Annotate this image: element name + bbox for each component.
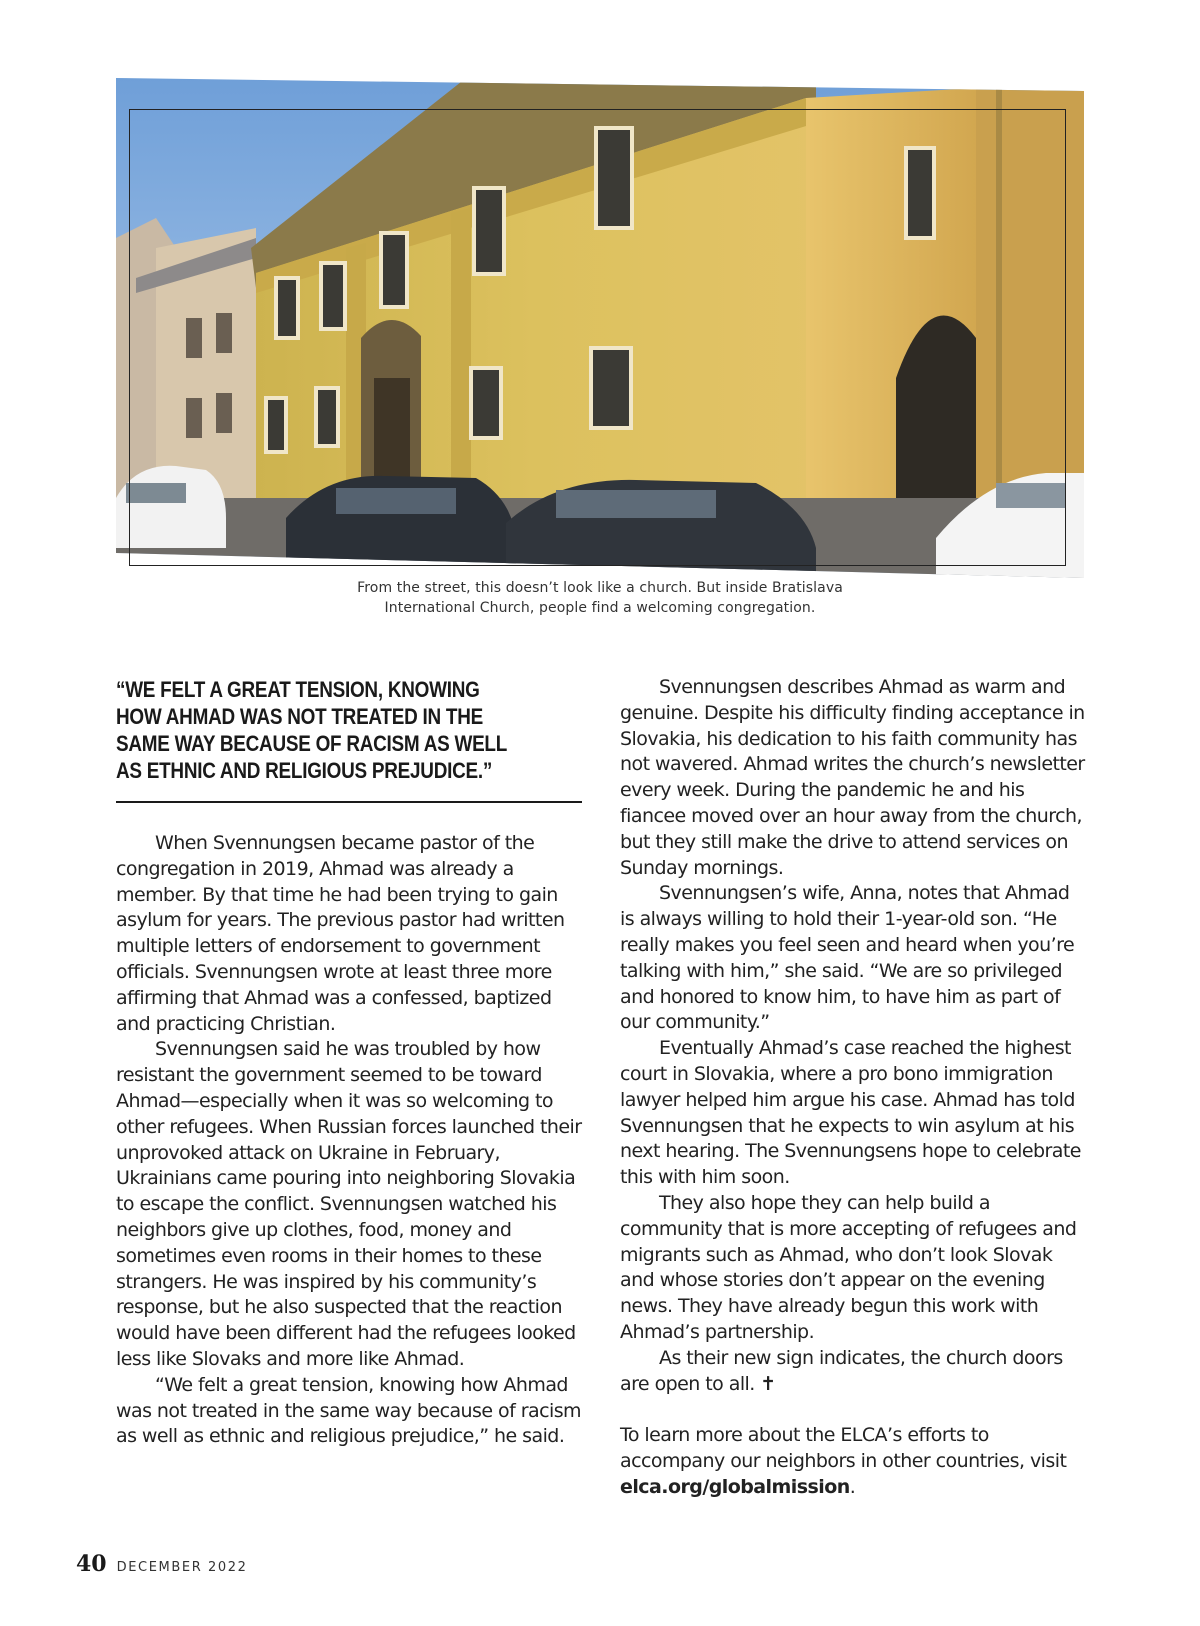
right-column [620, 675, 1088, 1501]
caption-line-2: International Church, people find a welcoming congregation. [384, 600, 816, 616]
elca-global-mission-link[interactable]: elca.org/globalmission [620, 1475, 850, 1498]
body-paragraph: Svennungsen’s wife, Anna, notes that Ahmad is always willing to hold their 1-year-old son. “He really makes you feel seen and heard when you’re talking with him,” she said. “We are so privileged and honored to know him, to have him as part of our community.” [620, 882, 1075, 1034]
closing-period: . [849, 1475, 856, 1498]
paragraph-spacer [620, 1397, 1088, 1423]
church-photo [116, 78, 1084, 578]
cross-icon: ✝ [760, 1372, 776, 1395]
caption-line-1: From the street, this doesn’t look like a church. But inside Bratislava [357, 580, 843, 596]
body-paragraph: They also hope they can help build a community that is more accepting of refugees and migrants such as Ahmad, who don’t look Slovak and whose stories don’t appear on the evening news. They have already begun this work with Ahmad’s partnership. [620, 1191, 1077, 1343]
body-paragraph: When Svennungsen became pastor of the congregation in 2019, Ahmad was already a member. By that time he had been trying to gain asylum for years. The previous pastor had written multiple letters of endorsement to government officials. Svennungsen wrote at least three more affirming that Ahmad was a confessed, baptized and practicing Christian. [116, 832, 565, 1035]
closing-note [620, 1423, 1088, 1500]
final-paragraph [620, 1346, 1088, 1398]
body-paragraph: “We felt a great tension, knowing how Ahmad was not treated in the same way because of racism as well as ethnic and religious prejudice,” he said. [116, 1373, 582, 1448]
body-paragraph: Svennungsen describes Ahmad as warm and genuine. Despite his difficulty finding acceptance in Slovakia, his dedication to his faith community has not wavered. Ahmad writes the church’s newsletter every week. During the pandemic he and his fiancee moved over an hour away from the church, but they still make the drive to attend services on Sunday mornings. [620, 676, 1085, 879]
closing-note-text: To learn more about the ELCA’s efforts to accompany our neighbors in other countries, visit [620, 1424, 1067, 1473]
left-column [116, 831, 584, 1450]
page-folio [76, 1551, 248, 1577]
issue-date: DECEMBER 2022 [116, 1560, 248, 1575]
final-paragraph-text: As their new sign indicates, the church doors are open to all. [620, 1346, 1063, 1395]
photo-caption [300, 578, 900, 618]
pull-quote-divider [116, 801, 582, 803]
page-number: 40 [76, 1551, 107, 1577]
church-building-illustration [116, 78, 1084, 578]
pull-quote: “WE FELT A GREAT TENSION, KNOWING HOW AHMAD WAS NOT TREATED IN THE SAME WAY BECAUSE OF RACISM AS WELL AS ETHNIC AND RELIGIOUS PREJUDICE.” [116, 677, 507, 783]
body-paragraph: Eventually Ahmad’s case reached the highest court in Slovakia, where a pro bono immigration lawyer helped him argue his case. Ahmad has told Svennungsen that he expects to win asylum at his next hearing. The Svennungsens hope to celebrate this with him soon. [620, 1037, 1081, 1189]
body-paragraph: Svennungsen said he was troubled by how resistant the government seemed to be toward Ahmad—especially when it was so welcoming to other refugees. When Russian forces launched their unprovoked attack on Ukraine in February, Ukrainians came pouring into neighboring Slovakia to escape the conflict. Svennungsen watched his neighbors give up clothes, food, money and sometimes even rooms in their homes to these strangers. He was inspired by his community’s response, but he also suspected that the reaction would have been different had the refugees looked less like Slovaks and more like Ahmad. [116, 1038, 582, 1370]
